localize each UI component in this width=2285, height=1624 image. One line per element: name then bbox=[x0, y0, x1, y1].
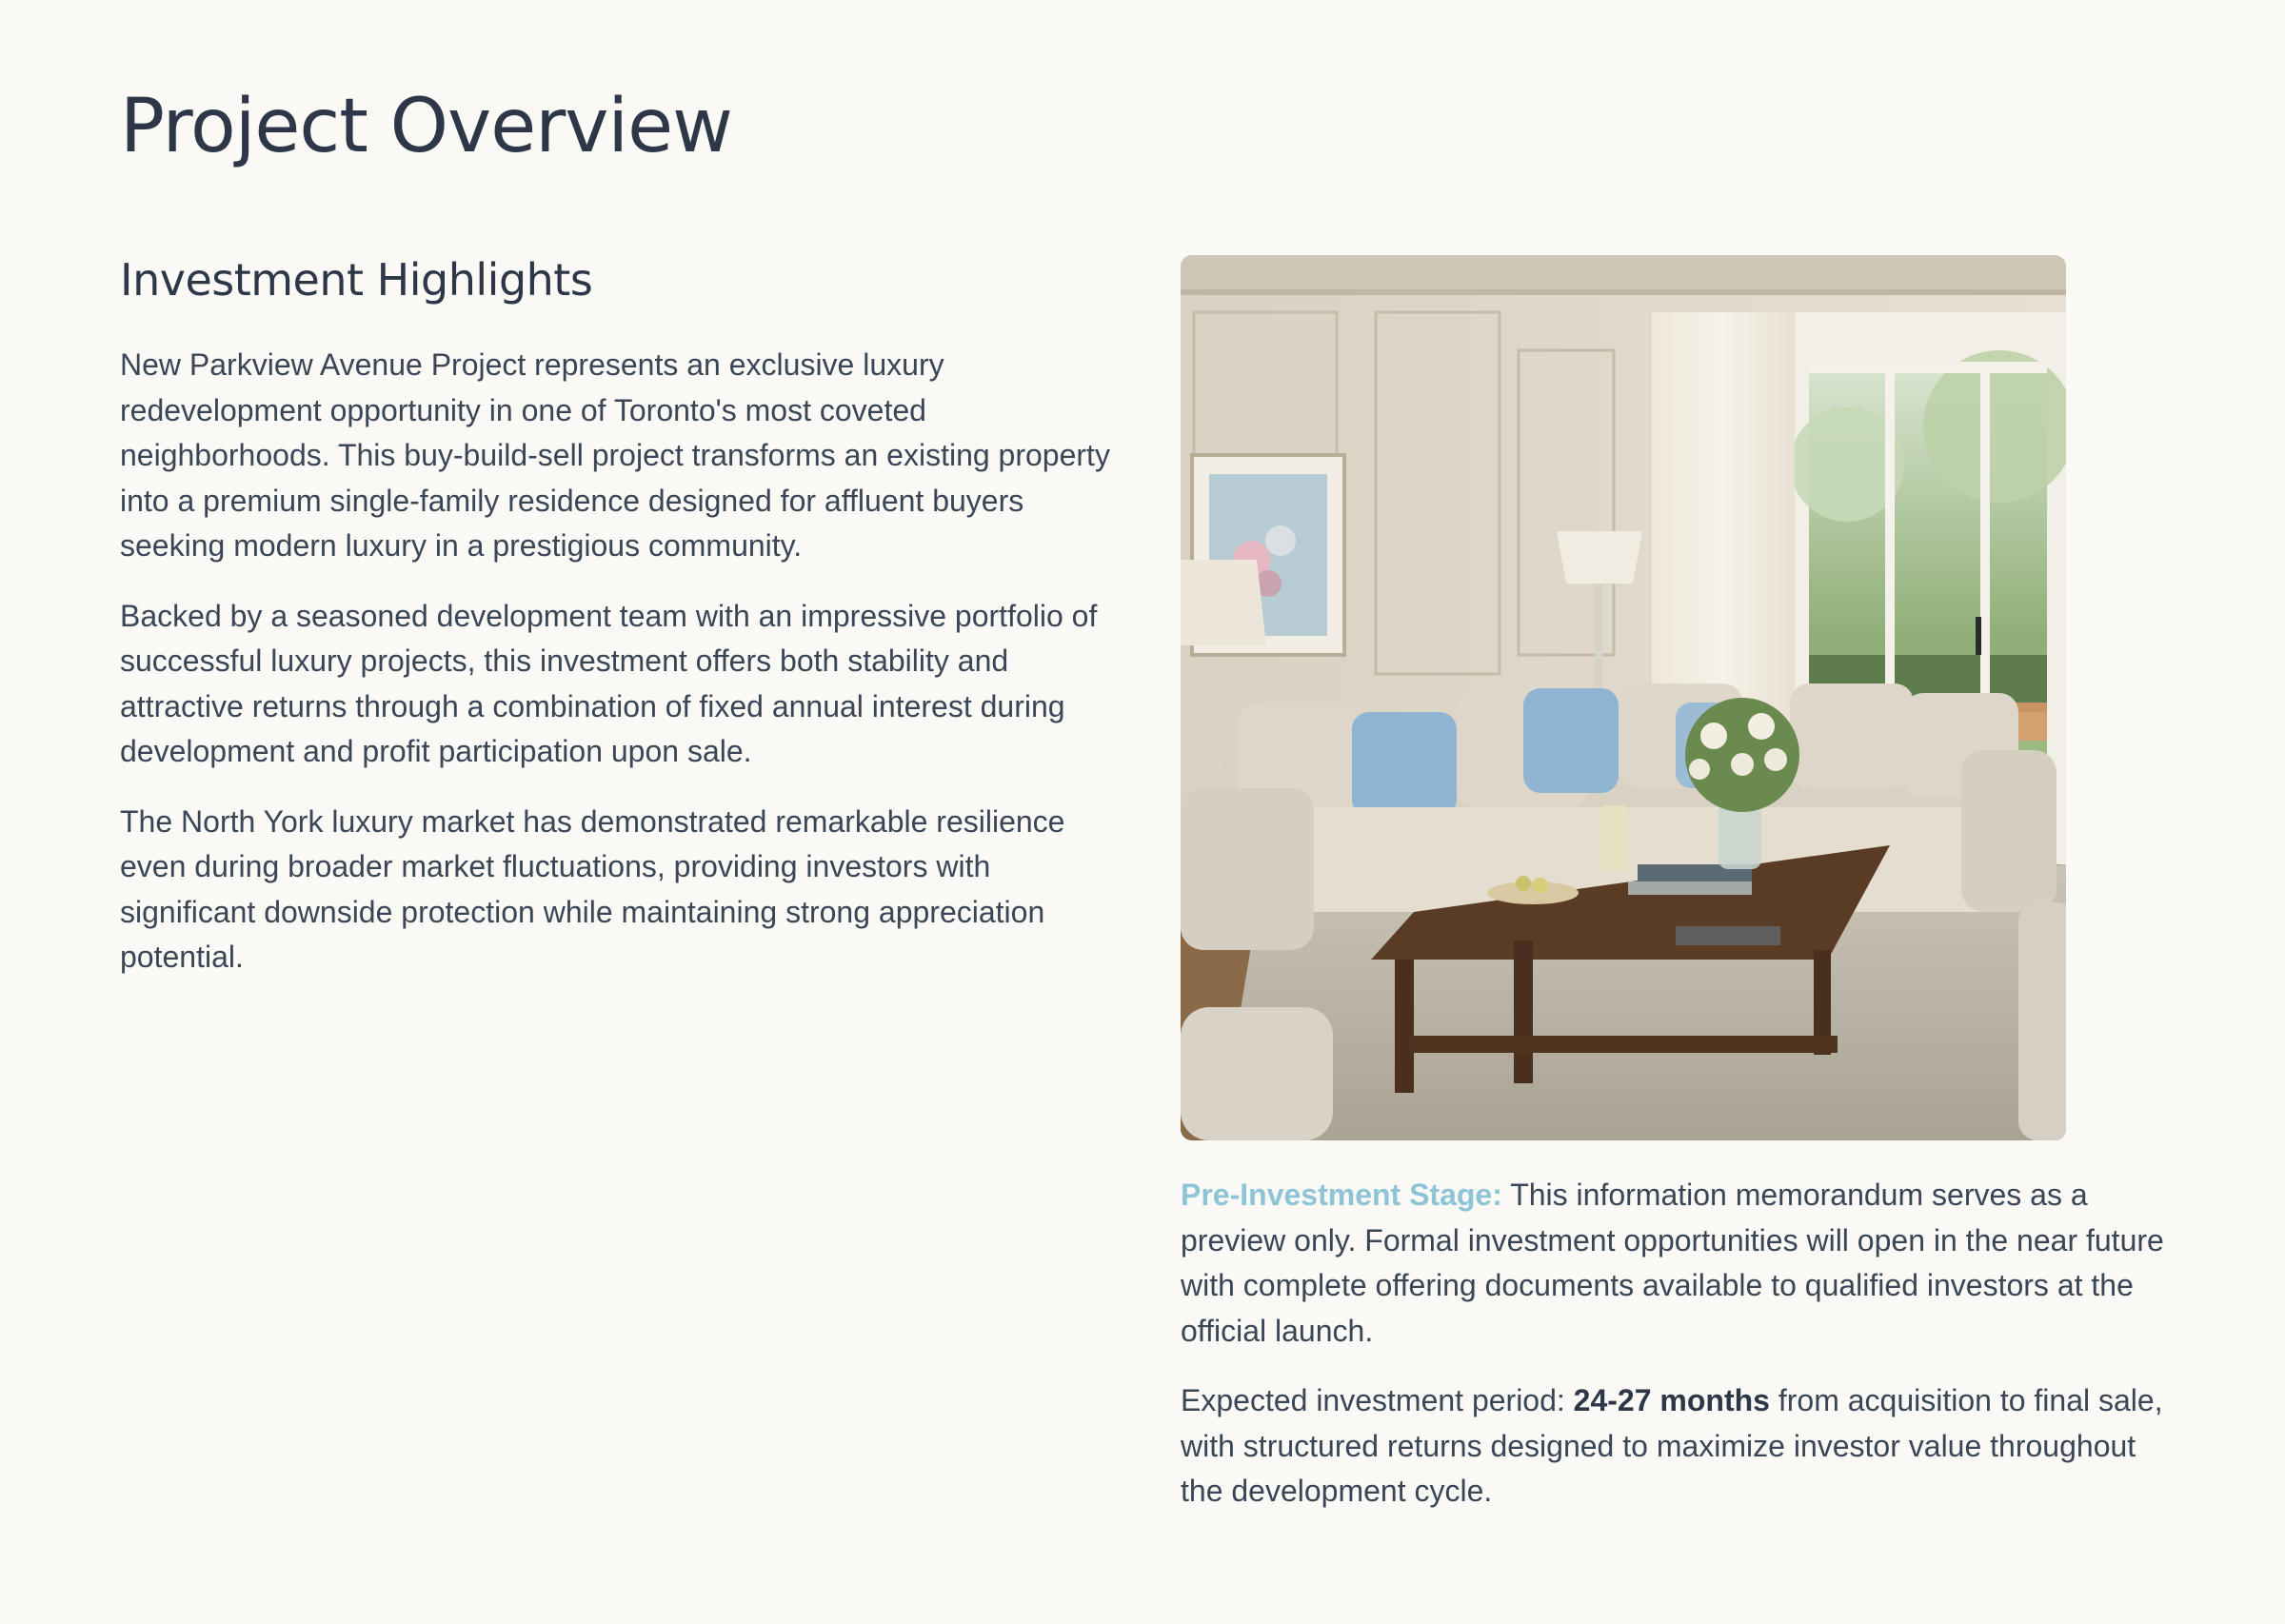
section-heading: Investment Highlights bbox=[120, 254, 593, 306]
highlight-paragraph-2: Backed by a seasoned development team with an impressive portfolio of successful luxury projects, this investment offers both stability and attractive returns through a combination of fixed annual interest during development and profit participation upon sale. bbox=[120, 598, 1098, 768]
image-and-notes-section bbox=[1181, 255, 2165, 1539]
period-suffix: from acquisition to final sale, with structured returns designed to maximize investor value throughout the development cycle. bbox=[1181, 1383, 2163, 1508]
living-room-illustration bbox=[1181, 255, 2066, 1140]
period-prefix: Expected investment period: bbox=[1181, 1383, 1574, 1417]
living-room-photo bbox=[1181, 255, 2066, 1140]
period-value: 24-27 months bbox=[1573, 1383, 1770, 1417]
highlight-paragraph-1: New Parkview Avenue Project represents an exclusive luxury redevelopment opportunity in one of Toronto's most coveted neighborhoods. This buy-build-sell project transforms an existing property into a premium single-family residence designed for affluent buyers seeking modern luxury in a prestigious community. bbox=[120, 347, 1110, 563]
highlight-paragraph-3: The North York luxury market has demonstrated remarkable resilience even during broader market fluctuations, providing investors with significant downside protection while maintaining strong appreciation potential. bbox=[120, 803, 1065, 974]
investment-highlights-section bbox=[120, 246, 1110, 1005]
pre-investment-notice bbox=[1181, 1173, 2165, 1354]
page-title: Project Overview bbox=[120, 84, 732, 169]
pre-investment-label: Pre-Investment Stage: bbox=[1181, 1178, 1502, 1212]
investment-period-note bbox=[1181, 1378, 2165, 1515]
pre-investment-text: This information memorandum serves as a preview only. Formal investment opportunities will open in the near future with complete offering documents available to qualified investors at the official launch. bbox=[1181, 1178, 2164, 1348]
